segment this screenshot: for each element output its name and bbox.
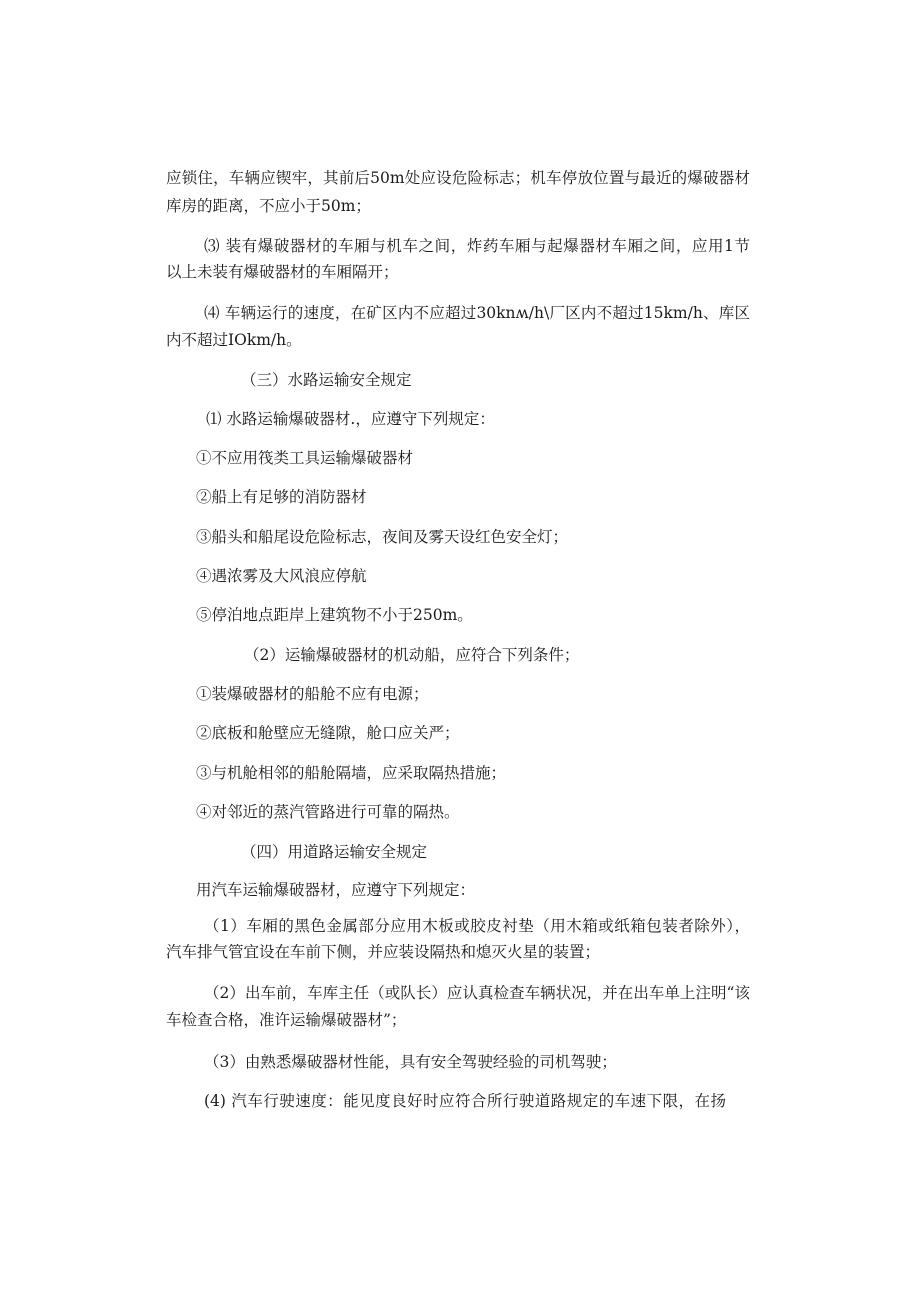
paragraph-line: 内不超过IOkm/h。 [166,331,302,349]
paragraph-line: 应锁住，车辆应锲牢，其前后50m处应设危险标志；机车停放位置与最近的爆破器材 [166,169,750,187]
paragraph-line: 用汽车运输爆破器材，应遵守下列规定： [196,881,476,899]
list-item: ①不应用筏类工具运输爆破器材 [196,449,414,467]
paragraph-line: （2）运输爆破器材的机动船，应符合下列条件； [244,646,580,664]
list-item: ④遇浓雾及大风浪应停航 [196,567,367,585]
list-item: ③与机舱相邻的船舱隔墙，应采取隔热措施； [196,764,507,782]
paragraph-line: 汽车排气管宜设在车前下侧，并应装设隔热和熄灭火星的装置； [166,943,601,961]
paragraph-line: 库房的距离，不应小于50m； [166,197,371,215]
paragraph-line: （3）由熟悉爆破器材性能，具有安全驾驶经验的司机驾驶； [204,1053,617,1071]
paragraph-line: 以上未装有爆破器材的车厢隔开； [166,263,399,281]
list-item: ③船头和船尾设危险标志，夜间及雾天设红色安全灯； [196,528,569,546]
list-item: ②底板和舱壁应无缝隙，舱口应关严； [196,724,460,742]
section-heading-water-transport: （三）水路运输安全规定 [241,371,412,389]
paragraph-line: （2）出车前，车库主任（或队长）应认真检查车辆状况，并在出车单上注明“该 [204,984,750,1002]
paragraph-line: (4) 汽车行驶速度：能见度良好时应符合所行驶道路规定的车速下限，在扬 [204,1092,726,1110]
list-item: ④对邻近的蒸汽管路进行可靠的隔热。 [196,803,460,821]
section-heading-road-transport: （四）用道路运输安全规定 [241,843,428,861]
paragraph-line: ⑷ 车辆运行的速度，在矿区内不应超过30knʍ/h\厂区内不超过15km/h、库区 [204,304,750,322]
paragraph-line: ⑴ 水路运输爆破器材.，应遵守下列规定： [206,410,495,428]
paragraph-line: 车检查合格，准许运输爆破器材”； [166,1011,407,1029]
list-item: ②船上有足够的消防器材 [196,488,367,506]
list-item: ⑤停泊地点距岸上建筑物不小于250m。 [196,606,473,624]
paragraph-line: （1）车厢的黑色金属部分应用木板或胶皮衬垫（用木箱或纸箱包装者除外）， [204,917,750,935]
list-item: ①装爆破器材的船舱不应有电源； [196,685,429,703]
paragraph-line: ⑶ 装有爆破器材的车厢与机车之间，炸药车厢与起爆器材车厢之间，应用1节 [204,237,750,255]
